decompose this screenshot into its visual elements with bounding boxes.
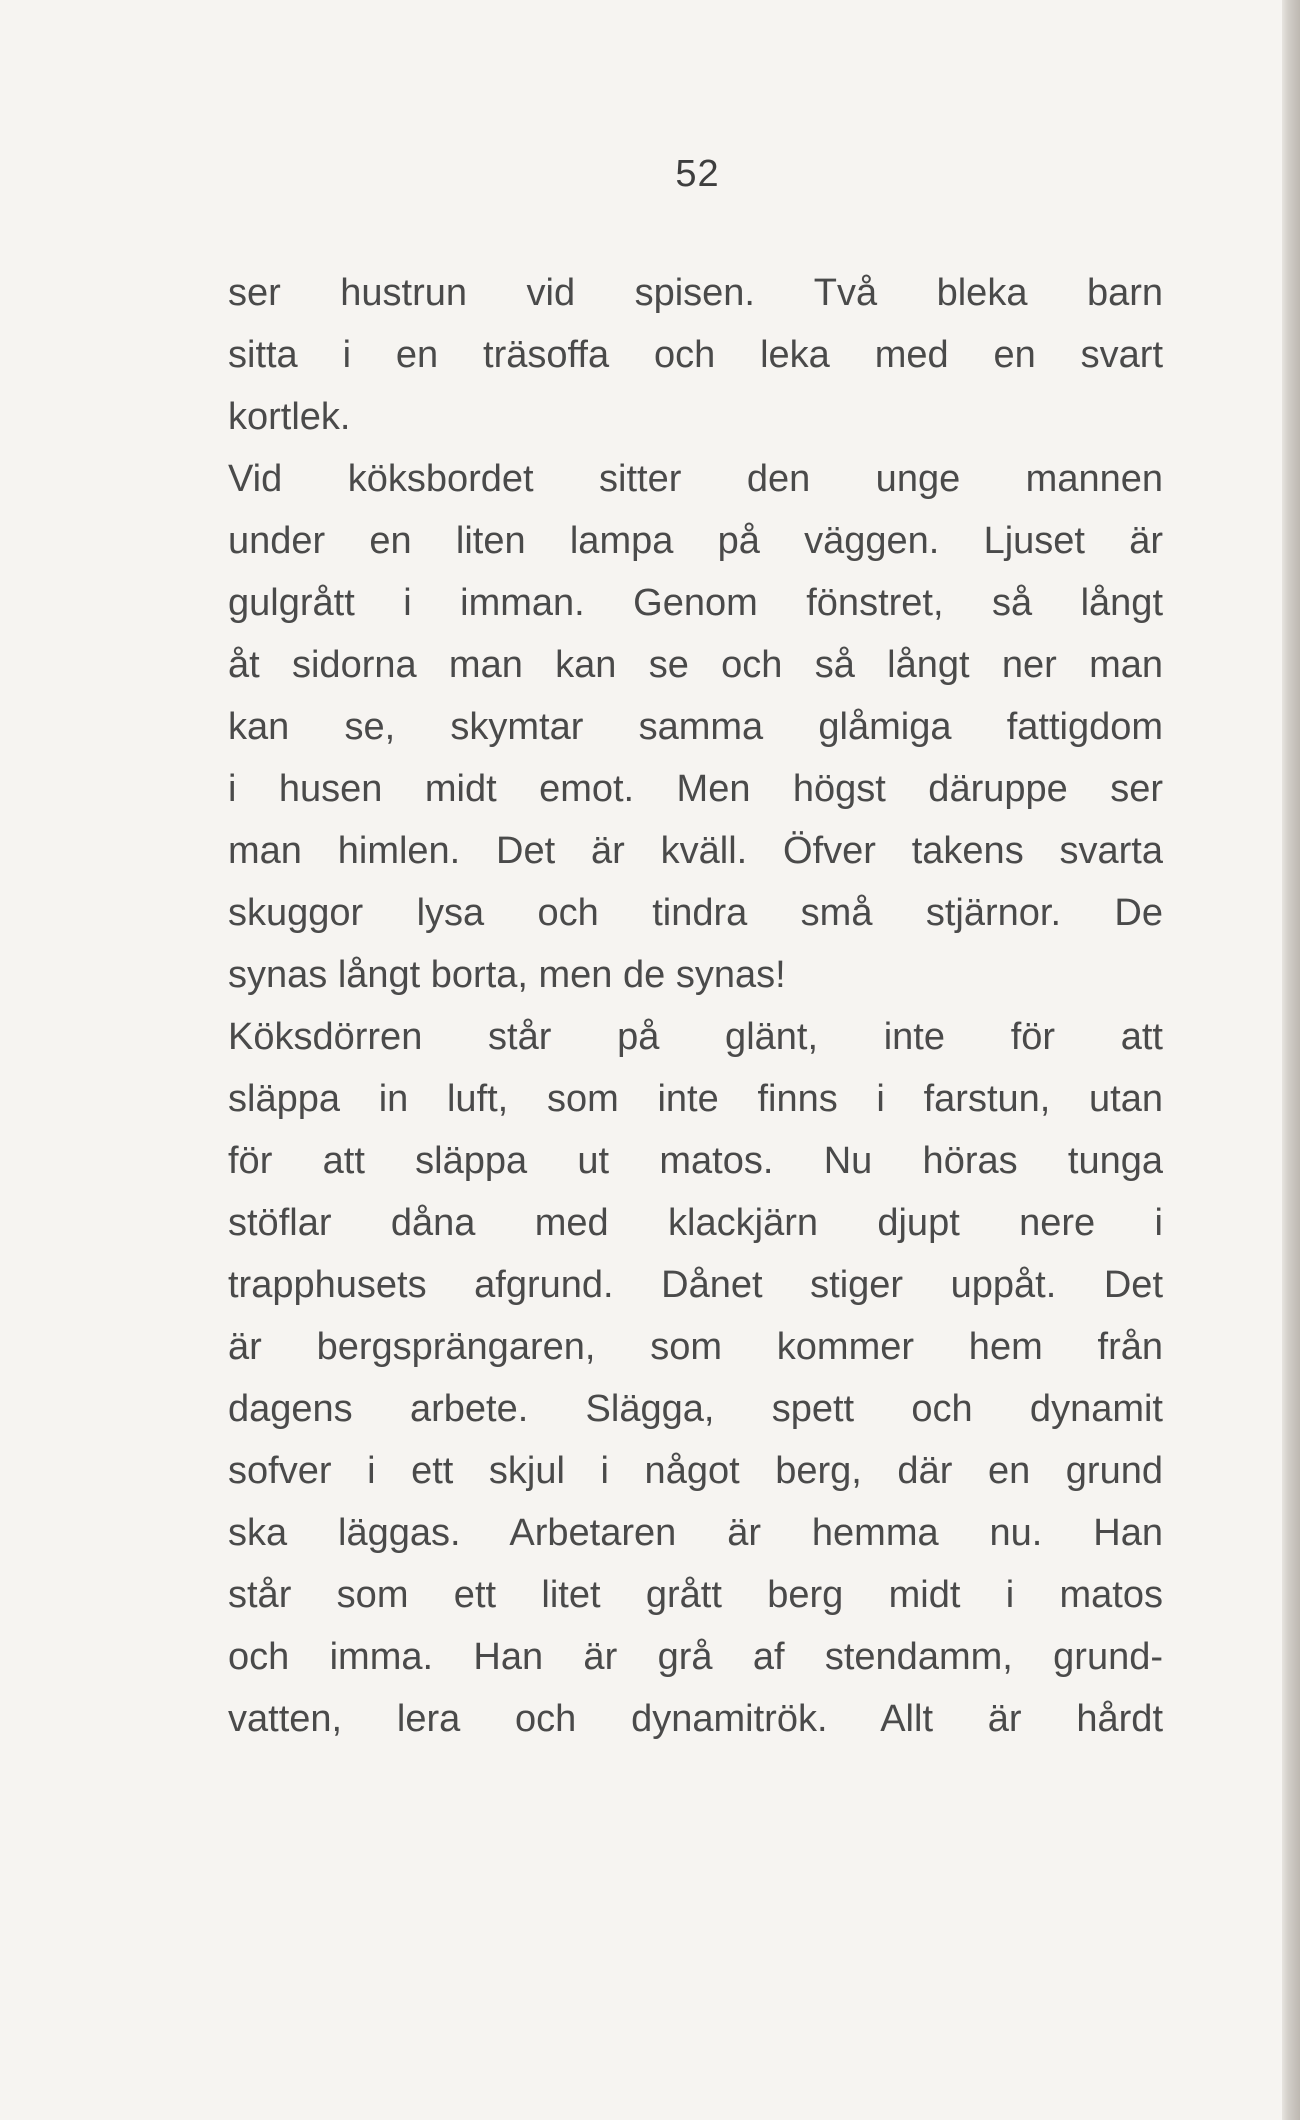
text-line: Köksdörren står på glänt, inte för att (228, 1016, 1163, 1058)
text-line: ser hustrun vid spisen. Två bleka barn (228, 272, 1163, 314)
text-line: släppa in luft, som inte finns i farstun, utan (228, 1078, 1163, 1120)
text-line: ska läggas. Arbetaren är hemma nu. Han (228, 1512, 1163, 1554)
text-line: stöflar dåna med klackjärn djupt nere i (228, 1202, 1163, 1244)
text-line: åt sidorna man kan se och så långt ner man (228, 644, 1163, 686)
text-line: vatten, lera och dynamitrök. Allt är hårdt (228, 1698, 1163, 1740)
text-line: man himlen. Det är kväll. Öfver takens svarta (228, 830, 1163, 872)
text-line: sitta i en träsoffa och leka med en svart (228, 334, 1163, 376)
text-line: skuggor lysa och tindra små stjärnor. De (228, 892, 1163, 934)
text-line: kan se, skymtar samma glåmiga fattigdom (228, 706, 1163, 748)
text-line: för att släppa ut matos. Nu höras tunga (228, 1140, 1163, 1182)
text-line: dagens arbete. Slägga, spett och dynamit (228, 1388, 1163, 1430)
text-line: gulgrått i imman. Genom fönstret, så långt (228, 582, 1163, 624)
text-line: kortlek. (228, 396, 351, 438)
text-line: står som ett litet grått berg midt i matos (228, 1574, 1163, 1616)
body-text (228, 262, 1163, 1750)
page-number: 52 (675, 153, 720, 195)
text-line: trapphusets afgrund. Dånet stiger uppåt. Det (228, 1264, 1163, 1306)
text-line: under en liten lampa på väggen. Ljuset är (228, 520, 1163, 562)
page-edge-shadow (1282, 0, 1300, 2120)
text-line: och imma. Han är grå af stendamm, grund- (228, 1636, 1163, 1678)
text-line: Vid köksbordet sitter den unge mannen (228, 458, 1163, 500)
text-line: sofver i ett skjul i något berg, där en grund (228, 1450, 1163, 1492)
text-line: i husen midt emot. Men högst däruppe ser (228, 768, 1163, 810)
text-line: är bergsprängaren, som kommer hem från (228, 1326, 1163, 1368)
text-line: synas långt borta, men de synas! (228, 954, 786, 996)
